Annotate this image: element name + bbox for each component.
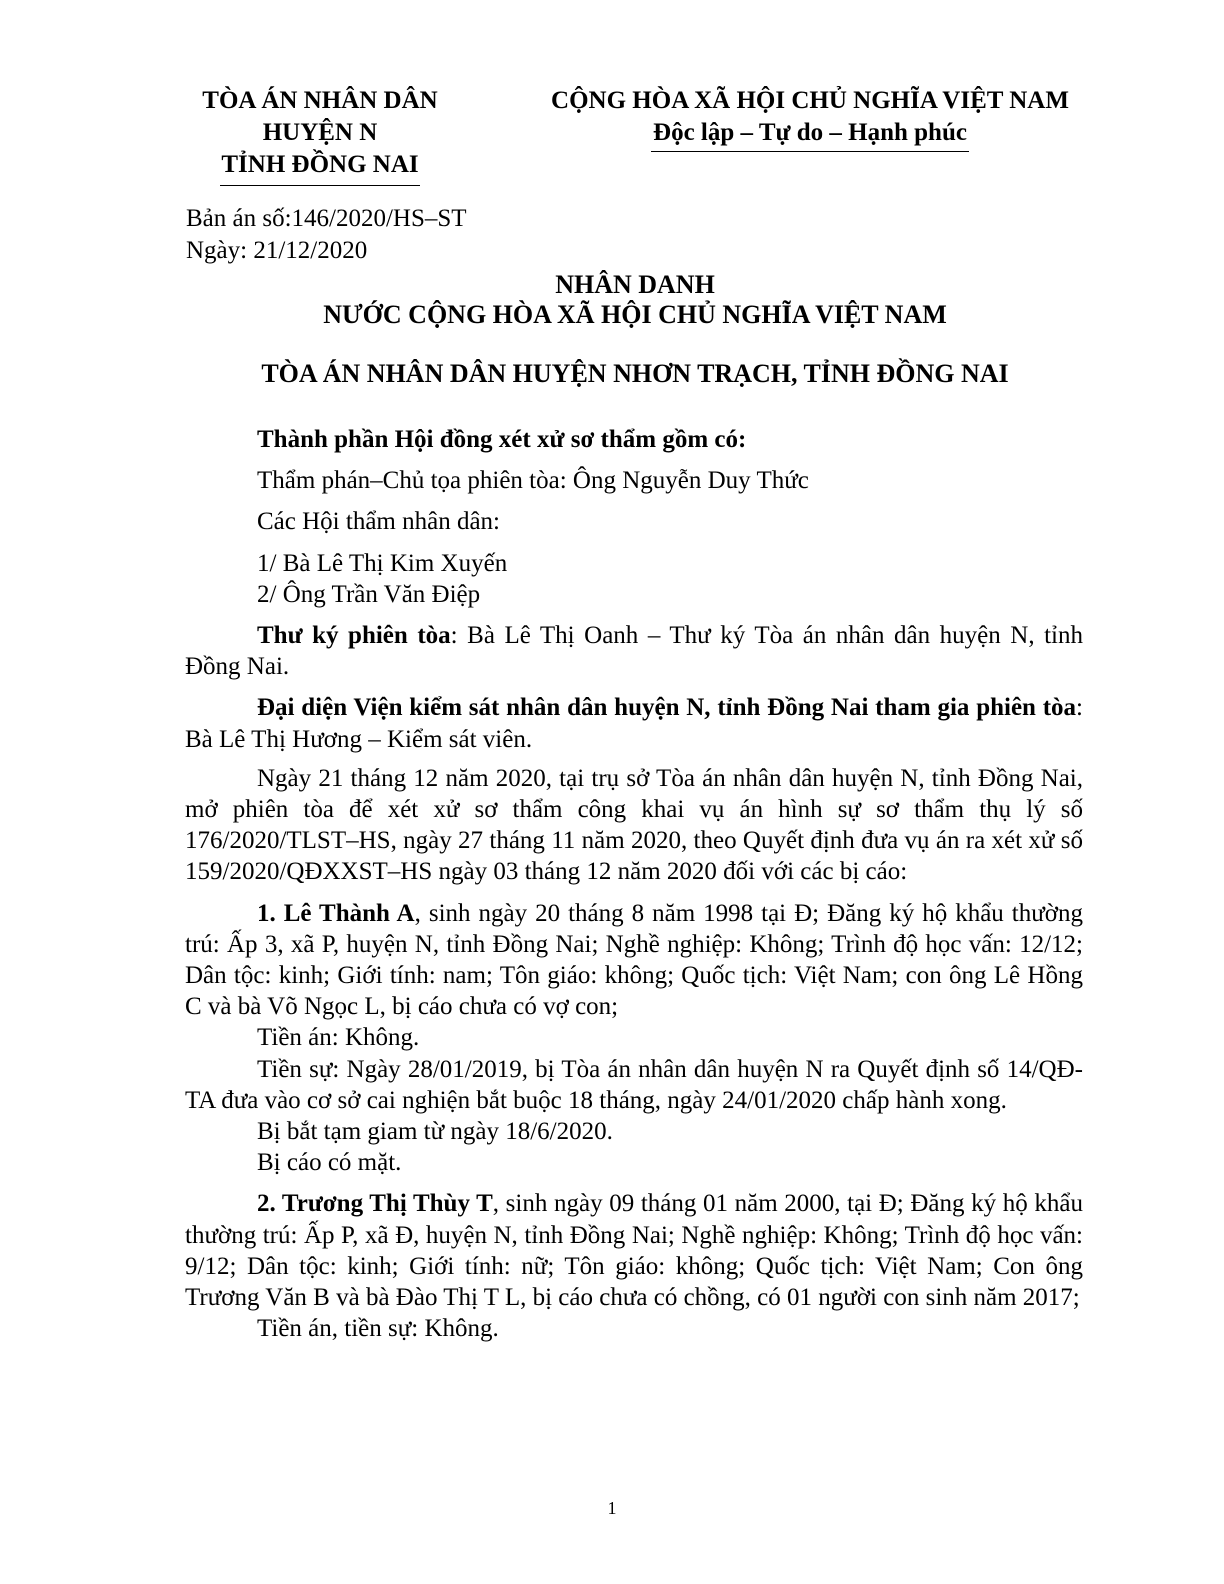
court-name-line2: HUYỆN N (262, 119, 378, 146)
defendant-2-prior: Tiền án, tiền sự: Không. (257, 1315, 499, 1343)
court-header-divider (220, 185, 420, 186)
page-number: 1 (607, 1498, 617, 1518)
defendant-1-prior-record: Tiền sự: Ngày 28/01/2019, bị Tòa án nhân dân huyện N ra Quyết định số 14/QĐ-TA đưa vào cơ sở cai nghiện bắt buộc 18 tháng, ngày 24/01/2020 chấp hành xong. (185, 1055, 1083, 1114)
case-date: Ngày: 21/12/2020 (186, 237, 368, 264)
defendant-2-details (185, 1188, 1083, 1313)
court-header (170, 85, 470, 186)
case-meta (186, 203, 467, 267)
nation-header-divider (651, 151, 969, 152)
defendant-1-details (185, 898, 1083, 1023)
defendant-1-detention: Bị bắt tạm giam từ ngày 18/6/2020. (257, 1118, 613, 1146)
jurors-label: Các Hội thẩm nhân dân: (257, 508, 500, 536)
clerk-text: : Bà Lê Thị Oanh – Thư ký Tòa án nhân dân huyện N, tỉnh Đồng Nai. (185, 622, 1083, 681)
defendant-2-name: 2. Trương Thị Thùy T (257, 1190, 493, 1218)
presiding-judge: Thẩm phán–Chủ tọa phiên tòa: Ông Nguyễn Duy Thức (257, 467, 809, 495)
title-court: TÒA ÁN NHÂN DÂN HUYỆN NHƠN TRẠCH, TỈNH ĐỒNG NAI (261, 359, 1009, 388)
case-number: Bản án số:146/2020/HS–ST (186, 205, 467, 232)
nation-motto: Độc lập – Tự do – Hạnh phúc (653, 119, 967, 146)
nation-name: CỘNG HÒA XÃ HỘI CHỦ NGHĨA VIỆT NAM (551, 87, 1069, 114)
juror-2: 2/ Ông Trần Văn Điệp (257, 580, 481, 608)
court-name-line1: TÒA ÁN NHÂN DÂN (202, 87, 438, 114)
trial-intro: Ngày 21 tháng 12 năm 2020, tại trụ sở Tòa án nhân dân huyện N, tỉnh Đồng Nai, mở phiên tòa để xét xử sơ thẩm công khai vụ án hình sự sơ thẩm thụ lý số 176/2020/TLST–HS, ngày 27 tháng 11 năm 2020, theo Quyết định đưa vụ án ra xét xử số 159/2020/QĐXXST–HS ngày 03 tháng 12 năm 2020 đối với các bị cáo: (185, 764, 1083, 886)
judgment-body (185, 424, 1083, 1344)
defendant-2-info: , sinh ngày 09 tháng 01 năm 2000, tại Đ; Đăng ký hộ khẩu thường trú: Ấp P, xã Đ, huyện N, tỉnh Đồng Nai; Nghề nghiệp: Không; Trình độ học vấn: 9/12; Dân tộc: kinh; Giới tính: nữ; Tôn giáo: không; Quốc tịch: Việt Nam; Con ông Trương Văn B và bà Đào Thị T L, bị cáo chưa có chồng, có 01 người con sinh năm 2017; (185, 1190, 1083, 1312)
clerk-label: Thư ký phiên tòa (257, 622, 451, 650)
defendant-1-prior-conviction: Tiền án: Không. (257, 1024, 420, 1052)
defendant-1-presence: Bị cáo có mặt. (257, 1149, 402, 1177)
prosecutor-label: Đại diện Viện kiểm sát nhân dân huyện N, tỉnh Đồng Nai tham gia phiên tòa (257, 694, 1077, 722)
prosecutor-text: : Bà Lê Thị Hương – Kiểm sát viên. (185, 694, 1083, 753)
prosecutor (185, 692, 1083, 754)
juror-1: 1/ Bà Lê Thị Kim Xuyến (257, 549, 508, 577)
title-republic: NƯỚC CỘNG HÒA XÃ HỘI CHỦ NGHĨA VIỆT NAM (323, 300, 947, 329)
title-in-name-of: NHÂN DANH (555, 270, 715, 299)
defendant-1-name: 1. Lê Thành A (257, 899, 415, 927)
nation-header (520, 85, 1100, 152)
panel-heading: Thành phần Hội đồng xét xử sơ thẩm gồm có: (257, 426, 747, 453)
defendant-1-info: , sinh ngày 20 tháng 8 năm 1998 tại Đ; Đăng ký hộ khẩu thường trú: Ấp 3, xã P, huyện N, tỉnh Đồng Nai; Nghề nghiệp: Không; Trình độ học vấn: 12/12; Dân tộc: kinh; Giới tính: nam; Tôn giáo: không; Quốc tịch: Việt Nam; con ông Lê Hồng C và bà Võ Ngọc L, bị cáo chưa có vợ con; (185, 899, 1083, 1021)
court-name-line3: TỈNH ĐỒNG NAI (221, 151, 419, 178)
court-clerk (185, 620, 1083, 682)
